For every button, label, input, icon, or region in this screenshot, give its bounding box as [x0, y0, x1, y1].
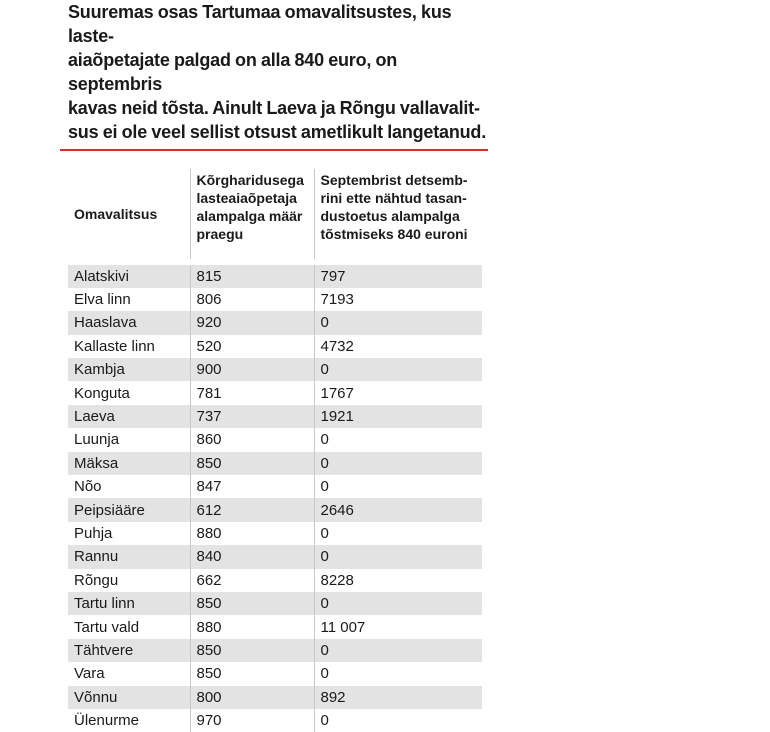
table-row — [68, 662, 482, 685]
cell-current-min: 662 — [190, 569, 314, 592]
cell-support: 4732 — [314, 335, 482, 358]
table-header-row — [68, 169, 482, 262]
header-line: Kõrgharidusega — [197, 172, 304, 188]
salary-table — [68, 169, 482, 732]
header-line: Septembrist detsemb- — [321, 172, 468, 188]
cell-municipality: Tähtvere — [68, 639, 190, 662]
cell-current-min: 800 — [190, 686, 314, 709]
cell-municipality: Kallaste linn — [68, 335, 190, 358]
cell-support: 0 — [314, 428, 482, 451]
cell-current-min: 612 — [190, 498, 314, 521]
headline-line: sus ei ole veel sellist otsust ametlikult langetanud. — [68, 122, 486, 142]
table-row — [68, 686, 482, 709]
header-support — [314, 169, 482, 262]
cell-current-min: 920 — [190, 311, 314, 334]
cell-municipality: Peipsiääre — [68, 498, 190, 521]
cell-municipality: Kambja — [68, 358, 190, 381]
cell-support: 0 — [314, 358, 482, 381]
headline-line: kavas neid tõsta. Ainult Laeva ja Rõngu vallavalit- — [68, 98, 480, 118]
cell-support: 1767 — [314, 381, 482, 404]
header-current-min — [190, 169, 314, 262]
table-row — [68, 262, 482, 288]
table-row — [68, 475, 482, 498]
cell-current-min: 880 — [190, 522, 314, 545]
header-line: rini ette nähtud tasan- — [321, 190, 467, 206]
cell-support: 797 — [314, 262, 482, 288]
cell-current-min: 806 — [190, 288, 314, 311]
cell-municipality: Elva linn — [68, 288, 190, 311]
cell-support: 1921 — [314, 405, 482, 428]
table-row — [68, 288, 482, 311]
cell-municipality: Luunja — [68, 428, 190, 451]
table-row — [68, 428, 482, 451]
cell-current-min: 850 — [190, 662, 314, 685]
cell-support: 0 — [314, 545, 482, 568]
table-row — [68, 498, 482, 521]
article-infobox — [60, 0, 488, 732]
header-municipality: Omavalitsus — [68, 169, 190, 262]
table-row — [68, 381, 482, 404]
table-row — [68, 358, 482, 381]
cell-municipality: Nõo — [68, 475, 190, 498]
headline — [60, 0, 488, 144]
headline-line: aiaõpetajate palgad on alla 840 euro, on septembris — [68, 50, 397, 94]
table-row — [68, 452, 482, 475]
cell-current-min: 847 — [190, 475, 314, 498]
cell-support: 7193 — [314, 288, 482, 311]
cell-municipality: Ülenurme — [68, 709, 190, 732]
cell-municipality: Mäksa — [68, 452, 190, 475]
table-body — [68, 262, 482, 732]
cell-support: 0 — [314, 452, 482, 475]
header-line: alampalga määr — [197, 208, 303, 224]
cell-current-min: 850 — [190, 592, 314, 615]
cell-support: 0 — [314, 709, 482, 732]
table-row — [68, 405, 482, 428]
table-row — [68, 522, 482, 545]
cell-current-min: 850 — [190, 452, 314, 475]
cell-support: 892 — [314, 686, 482, 709]
cell-municipality: Rannu — [68, 545, 190, 568]
table-row — [68, 615, 482, 638]
table-row — [68, 592, 482, 615]
table-row — [68, 639, 482, 662]
cell-municipality: Haaslava — [68, 311, 190, 334]
table-row — [68, 709, 482, 732]
cell-support: 8228 — [314, 569, 482, 592]
cell-support: 2646 — [314, 498, 482, 521]
cell-support: 0 — [314, 592, 482, 615]
table-row — [68, 335, 482, 358]
table-row — [68, 545, 482, 568]
cell-support: 0 — [314, 311, 482, 334]
cell-municipality: Tartu linn — [68, 592, 190, 615]
cell-current-min: 815 — [190, 262, 314, 288]
cell-current-min: 737 — [190, 405, 314, 428]
cell-municipality: Laeva — [68, 405, 190, 428]
header-line: lasteaiaõpetaja — [197, 190, 297, 206]
cell-current-min: 900 — [190, 358, 314, 381]
cell-municipality: Alatskivi — [68, 262, 190, 288]
header-line: praegu — [197, 226, 244, 242]
headline-line: Suuremas osas Tartumaa omavalitsustes, kus laste- — [68, 2, 451, 46]
cell-support: 11 007 — [314, 615, 482, 638]
cell-municipality: Tartu vald — [68, 615, 190, 638]
table-row — [68, 311, 482, 334]
cell-municipality: Konguta — [68, 381, 190, 404]
red-divider — [60, 149, 488, 151]
cell-support: 0 — [314, 639, 482, 662]
cell-support: 0 — [314, 522, 482, 545]
cell-current-min: 860 — [190, 428, 314, 451]
cell-current-min: 850 — [190, 639, 314, 662]
cell-current-min: 781 — [190, 381, 314, 404]
cell-municipality: Võnnu — [68, 686, 190, 709]
cell-municipality: Vara — [68, 662, 190, 685]
cell-current-min: 520 — [190, 335, 314, 358]
cell-municipality: Puhja — [68, 522, 190, 545]
cell-support: 0 — [314, 475, 482, 498]
cell-municipality: Rõngu — [68, 569, 190, 592]
cell-current-min: 880 — [190, 615, 314, 638]
header-line: dustoetus alampalga — [321, 208, 460, 224]
table-row — [68, 569, 482, 592]
cell-current-min: 970 — [190, 709, 314, 732]
cell-support: 0 — [314, 662, 482, 685]
header-line: tõstmiseks 840 euroni — [321, 226, 468, 242]
cell-current-min: 840 — [190, 545, 314, 568]
